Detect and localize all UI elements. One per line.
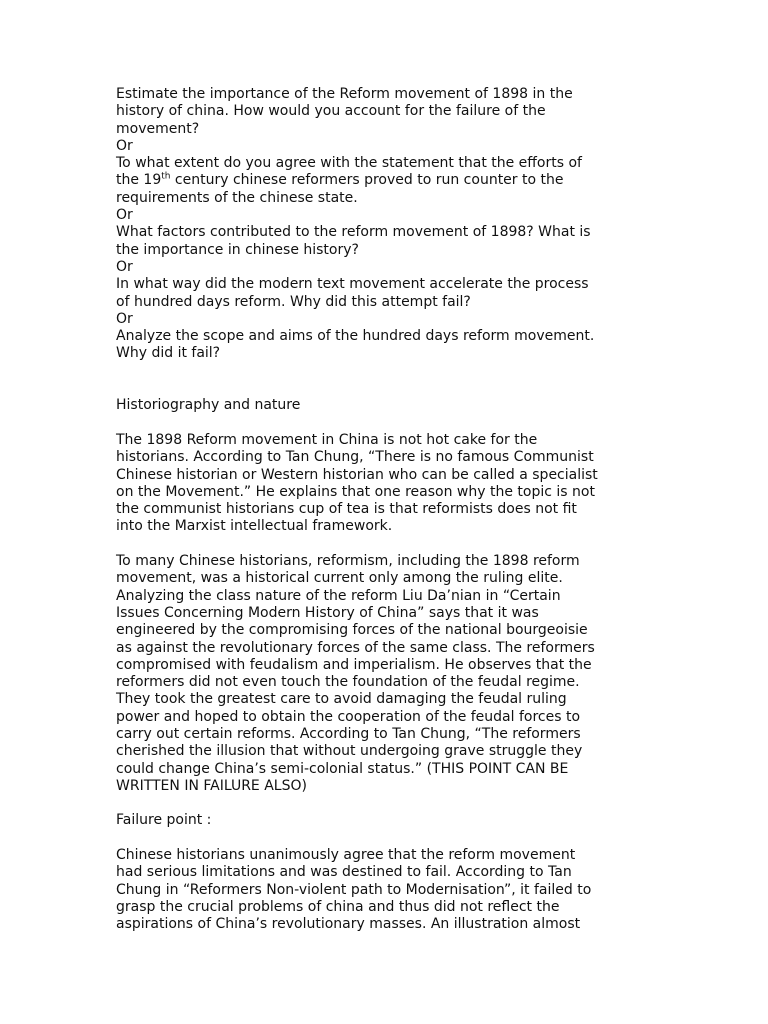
text-line: WRITTEN IN FAILURE ALSO) [116, 777, 307, 794]
text-line: movement, was a historical current only among the ruling elite. [116, 570, 563, 587]
section-heading: Historiography and nature [116, 397, 301, 414]
text-line: the communist historians cup of tea is that reformists does not fit [116, 501, 577, 518]
text-line: Analyze the scope and aims of the hundred days reform movement. [116, 328, 595, 345]
text-line: Estimate the importance of the Reform movement of 1898 in the [116, 86, 573, 102]
text-line: of hundred days reform. Why did this attempt fail? [116, 293, 471, 310]
or-separator: Or [116, 310, 133, 327]
text-line: power and hoped to obtain the cooperation of the feudal forces to [116, 708, 581, 725]
text-line: Chinese historian or Western historian who can be called a specialist [116, 466, 598, 483]
text-line: historians. According to Tan Chung, “There is no famous Communist [116, 449, 594, 466]
text-line: the importance in chinese history? [116, 241, 359, 258]
question-4 [116, 276, 656, 311]
text-line: cherished the illusion that without undergoing grave struggle they [116, 743, 583, 760]
ordinal-superscript: th [161, 171, 171, 182]
text-line: Issues Concerning Modern History of China” says that it was [116, 604, 539, 621]
or-separator: Or [116, 258, 133, 275]
text-line: on the Movement.” He explains that one reason why the topic is not [116, 483, 595, 500]
paragraph [116, 847, 656, 933]
section-heading: Failure point : [116, 812, 212, 829]
question-1 [116, 86, 656, 138]
text-line: To many Chinese historians, reformism, including the 1898 reform [116, 553, 580, 570]
text-line: requirements of the chinese state. [116, 189, 358, 206]
text-line: To what extent do you agree with the statement that the efforts of [116, 155, 582, 172]
paragraph [116, 432, 656, 536]
or-separator: Or [116, 207, 133, 224]
text-line: The 1898 Reform movement in China is not hot cake for the [116, 431, 538, 448]
text-line: What factors contributed to the reform movement of 1898? What is [116, 224, 591, 241]
text-fragment: century chinese reformers proved to run counter to the [170, 172, 564, 189]
text-line: grasp the crucial problems of china and thus did not reflect the [116, 898, 560, 915]
text-line: carry out certain reforms. According to Tan Chung, “The reformers [116, 725, 581, 742]
text-line: history of china. How would you account for the failure of the [116, 103, 546, 120]
question-3 [116, 224, 656, 259]
text-line: could change China’s semi-colonial status.” (THIS POINT CAN BE [116, 760, 569, 777]
text-line: Chinese historians unanimously agree that the reform movement [116, 847, 576, 864]
text-line: aspirations of China’s revolutionary masses. An illustration almost [116, 916, 581, 933]
document-page [116, 86, 656, 934]
text-line: engineered by the compromising forces of the national bourgeoisie [116, 622, 588, 639]
or-separator: Or [116, 137, 133, 154]
text-line [116, 172, 656, 189]
question-2 [116, 155, 656, 207]
text-line: They took the greatest care to avoid damaging the feudal ruling [116, 691, 567, 708]
text-line: Analyzing the class nature of the reform Liu Da’nian in “Certain [116, 587, 561, 604]
text-line: had serious limitations and was destined to fail. According to Tan [116, 864, 572, 881]
text-line: into the Marxist intellectual framework. [116, 518, 393, 535]
text-line: compromised with feudalism and imperialism. He observes that the [116, 656, 592, 673]
text-line: In what way did the modern text movement accelerate the process [116, 276, 589, 293]
text-line: Why did it fail? [116, 345, 221, 362]
text-line: movement? [116, 120, 200, 137]
text-line: reformers did not even touch the foundation of the feudal regime. [116, 674, 580, 691]
paragraph [116, 553, 656, 795]
text-line: as against the revolutionary forces of the same class. The reformers [116, 639, 595, 656]
text-fragment: the 19 [116, 172, 162, 189]
text-line: Chung in “Reformers Non-violent path to Modernisation”, it failed to [116, 881, 592, 898]
question-5 [116, 328, 656, 363]
